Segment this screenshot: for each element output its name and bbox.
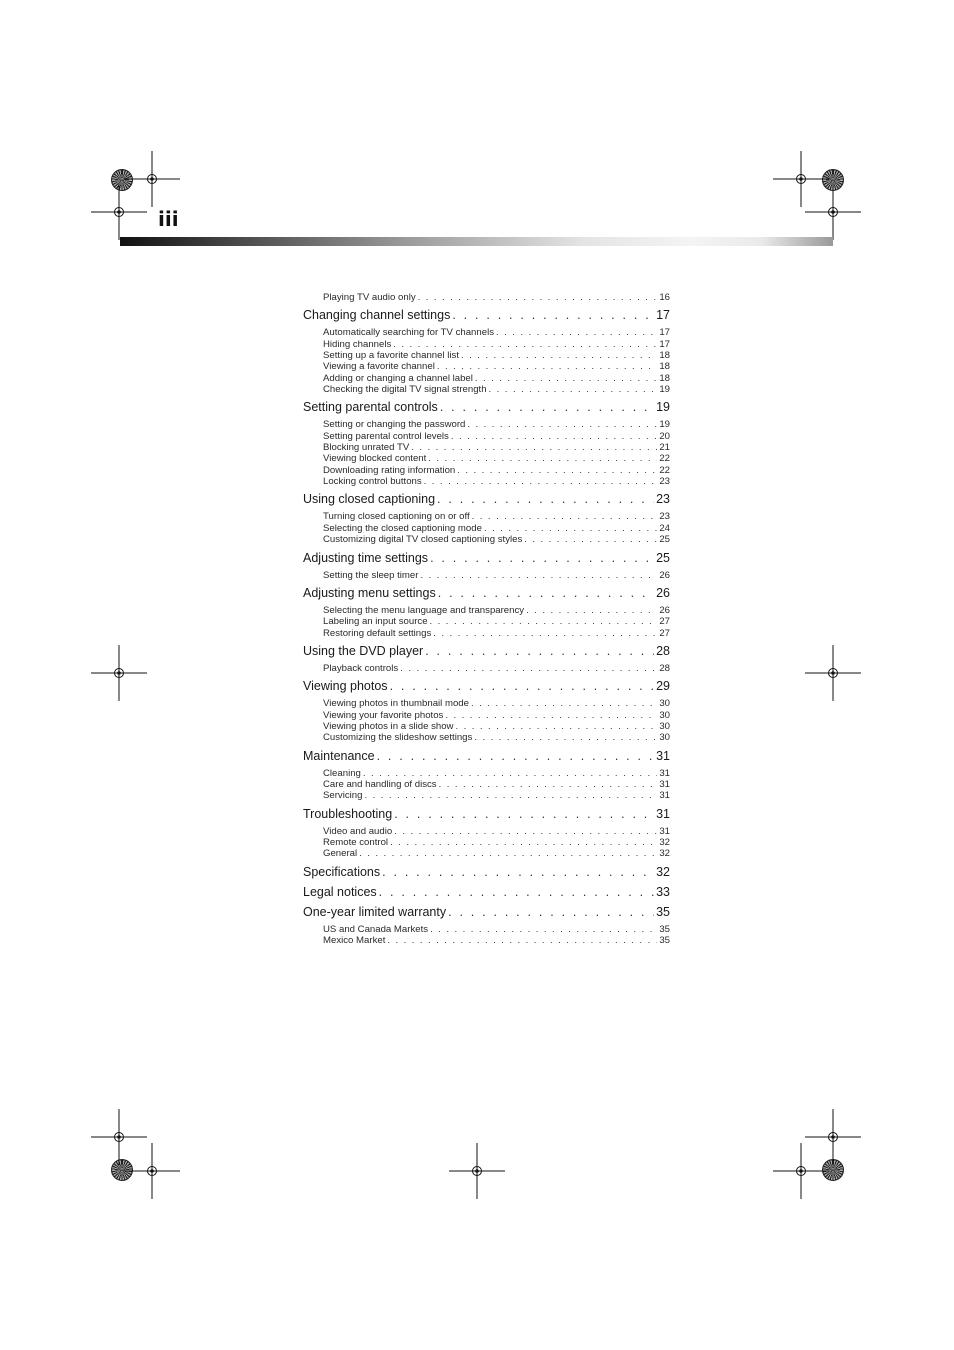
crosshair-icon — [805, 645, 861, 701]
crosshair-icon — [124, 1143, 180, 1199]
toc-subsection-title: Selecting the menu language and transparency — [323, 604, 525, 616]
toc-subsection-title: Setting the sleep timer — [323, 569, 419, 581]
toc-section — [303, 307, 670, 395]
toc-subsection-entry[interactable] — [303, 605, 670, 616]
toc-subsection-title: Care and handling of discs — [323, 778, 437, 790]
toc-subsection-entry[interactable] — [303, 511, 670, 522]
crosshair-icon — [773, 1143, 829, 1199]
toc-section-entry[interactable] — [303, 399, 670, 415]
toc-subsection-entry[interactable] — [303, 790, 670, 801]
toc-subsection-title: Labeling an input source — [323, 616, 428, 628]
toc-subsection-page: 18 — [659, 361, 670, 373]
toc-subsection-title: Customizing digital TV closed captioning styles — [323, 534, 523, 546]
toc-subsection-title: Selecting the closed captioning mode — [323, 522, 482, 534]
toc-subsection-entry[interactable] — [303, 453, 670, 464]
toc-subsection-entry[interactable] — [303, 465, 670, 476]
toc-subsection-page: 17 — [659, 338, 670, 350]
toc-subsection-page: 31 — [659, 825, 670, 837]
dot-leader — [390, 837, 657, 848]
toc-subsection-page: 19 — [659, 419, 670, 431]
toc-section-entry[interactable] — [303, 550, 670, 566]
toc-section — [303, 399, 670, 487]
toc-subsection-page: 20 — [659, 430, 670, 442]
toc-subsection-page: 18 — [659, 372, 670, 384]
dot-leader — [394, 806, 654, 822]
dot-leader — [363, 768, 657, 779]
toc-subsection-entry[interactable] — [303, 924, 670, 935]
crosshair-icon — [91, 184, 147, 240]
toc-subsection-title: General — [323, 848, 358, 860]
dot-leader — [461, 350, 657, 361]
toc-subsection-entry[interactable] — [303, 698, 670, 709]
dot-leader — [400, 663, 657, 674]
toc-section-entry[interactable] — [303, 643, 670, 659]
toc-subsection-page: 18 — [659, 350, 670, 362]
toc-subsection-title: Viewing photos in thumbnail mode — [323, 698, 469, 710]
toc-section-entry[interactable] — [303, 585, 670, 601]
toc-subsection-title: Setting parental control levels — [323, 430, 449, 442]
dot-leader — [359, 848, 657, 859]
toc-section-page: 31 — [656, 748, 670, 763]
toc-subsection-title: Customizing the slideshow settings — [323, 732, 473, 744]
toc-subsection-entry[interactable] — [303, 431, 670, 442]
toc-section — [303, 864, 670, 880]
toc-subsection-title: Adding or changing a channel label — [323, 372, 473, 384]
dot-leader — [430, 550, 654, 566]
toc-section-page: 26 — [656, 585, 670, 600]
toc-section — [303, 806, 670, 860]
crosshair-icon — [91, 645, 147, 701]
dot-leader — [379, 884, 654, 900]
toc-subsection-page: 24 — [659, 522, 670, 534]
dot-leader — [524, 534, 657, 545]
toc-subsection-page: 32 — [659, 848, 670, 860]
toc-subsection-title: Video and audio — [323, 825, 393, 837]
toc-subsection-entry[interactable] — [303, 523, 670, 534]
toc-subsection-entry[interactable] — [303, 826, 670, 837]
toc-subsection-page: 22 — [659, 453, 670, 465]
toc-subsection-entry[interactable] — [303, 570, 670, 581]
toc-subsection-title: Checking the digital TV signal strength — [323, 384, 487, 396]
toc-section-page: 19 — [656, 400, 670, 415]
toc-subsection-entry[interactable] — [303, 442, 670, 453]
toc-subsection-title: Downloading rating information — [323, 464, 456, 476]
toc-section-entry[interactable] — [303, 904, 670, 920]
toc-section — [303, 748, 670, 802]
dot-leader — [472, 511, 658, 522]
dot-leader — [418, 292, 658, 303]
toc-section — [303, 491, 670, 545]
toc-subsection-entry[interactable] — [303, 848, 670, 859]
toc-section-entry[interactable] — [303, 748, 670, 764]
toc-subsection-entry[interactable] — [303, 384, 670, 395]
dot-leader — [390, 678, 655, 694]
crosshair-icon — [449, 1143, 505, 1199]
toc-subsection-title: Setting up a favorite channel list — [323, 350, 459, 362]
toc-section-entry[interactable] — [303, 491, 670, 507]
toc-subsection-entry[interactable] — [303, 616, 670, 627]
dot-leader — [377, 748, 655, 764]
dot-leader — [440, 399, 654, 415]
toc-section — [303, 678, 670, 743]
toc-subsection-entry[interactable] — [303, 350, 670, 361]
toc-section — [303, 585, 670, 639]
toc-section-title: One-year limited warranty — [303, 904, 447, 919]
toc-subsection-page: 31 — [659, 790, 670, 802]
toc-subsection-entry[interactable] — [303, 779, 670, 790]
toc-section — [303, 904, 670, 947]
toc-subsection-title: Viewing your favorite photos — [323, 709, 444, 721]
toc-subsection-title: Playback controls — [323, 662, 399, 674]
toc-subsection-page: 32 — [659, 836, 670, 848]
toc-subsection-title: US and Canada Markets — [323, 923, 429, 935]
toc-subsection-title: Mexico Market — [323, 935, 386, 946]
dot-leader — [433, 628, 657, 639]
dot-leader — [457, 465, 657, 476]
toc-subsection-page: 26 — [659, 569, 670, 581]
toc-subsection-entry[interactable] — [303, 339, 670, 350]
toc-subsection-page: 30 — [659, 709, 670, 721]
toc-section-page: 35 — [656, 904, 670, 919]
toc-subsection-page: 30 — [659, 698, 670, 710]
toc-section-title: Troubleshooting — [303, 806, 393, 821]
toc-subsection-title: Playing TV audio only — [323, 292, 416, 303]
toc-section-page: 29 — [656, 679, 670, 694]
dot-leader — [425, 643, 654, 659]
toc-subsection-page: 23 — [659, 476, 670, 488]
page-number: iii — [158, 207, 179, 231]
toc-section-title: Legal notices — [303, 884, 377, 899]
toc-subsection-entry[interactable] — [303, 419, 670, 430]
toc-section-page: 17 — [656, 308, 670, 323]
dot-leader — [411, 442, 657, 453]
dot-leader — [438, 585, 654, 601]
dot-leader — [437, 491, 654, 507]
dot-leader — [452, 307, 654, 323]
toc-section — [303, 292, 670, 303]
toc-section-entry[interactable] — [303, 864, 670, 880]
toc-subsection-entry[interactable] — [303, 628, 670, 639]
toc-subsection-page: 26 — [659, 604, 670, 616]
toc-section-title: Changing channel settings — [303, 308, 451, 323]
toc-subsection-entry[interactable] — [303, 476, 670, 487]
toc-subsection-title: Locking control buttons — [323, 476, 422, 488]
dot-leader — [474, 732, 657, 743]
dot-leader — [475, 373, 657, 384]
dot-leader — [424, 476, 658, 487]
dot-leader — [448, 904, 654, 920]
toc-subsection-entry[interactable] — [303, 534, 670, 545]
toc-section-title: Using the DVD player — [303, 643, 424, 658]
toc-section-title: Using closed captioning — [303, 492, 436, 507]
toc-subsection-entry[interactable] — [303, 935, 670, 946]
dot-leader — [428, 453, 657, 464]
toc-section-page: 25 — [656, 550, 670, 565]
toc-subsection-entry[interactable] — [303, 361, 670, 372]
toc-subsection-page: 16 — [659, 292, 670, 303]
toc-section-title: Maintenance — [303, 748, 375, 763]
toc-subsection-title: Setting or changing the password — [323, 419, 466, 431]
toc-subsection-entry[interactable] — [303, 663, 670, 674]
toc-section — [303, 550, 670, 581]
table-of-contents — [303, 292, 670, 946]
dot-leader — [496, 327, 657, 338]
toc-subsection-entry[interactable] — [303, 292, 670, 303]
toc-subsection-title: Servicing — [323, 790, 363, 802]
toc-subsection-title: Automatically searching for TV channels — [323, 327, 494, 339]
toc-subsection-title: Cleaning — [323, 767, 361, 779]
toc-subsection-page: 30 — [659, 720, 670, 732]
toc-subsection-page: 23 — [659, 511, 670, 523]
header-rule — [120, 237, 833, 246]
toc-section — [303, 643, 670, 674]
toc-section-title: Adjusting time settings — [303, 550, 429, 565]
toc-subsection-entry[interactable] — [303, 732, 670, 743]
toc-subsection-page: 28 — [659, 662, 670, 674]
toc-subsection-page: 27 — [659, 627, 670, 639]
toc-subsection-page: 25 — [659, 534, 670, 546]
toc-section-page: 31 — [656, 806, 670, 821]
toc-subsection-title: Viewing photos in a slide show — [323, 720, 454, 732]
toc-subsection-entry[interactable] — [303, 768, 670, 779]
toc-subsection-entry[interactable] — [303, 710, 670, 721]
toc-subsection-entry[interactable] — [303, 327, 670, 338]
toc-section-page: 33 — [656, 884, 670, 899]
toc-subsection-entry[interactable] — [303, 373, 670, 384]
toc-subsection-title: Turning closed captioning on or off — [323, 511, 470, 523]
toc-subsection-title: Viewing a favorite channel — [323, 361, 435, 373]
dot-leader — [364, 790, 657, 801]
dot-leader — [451, 431, 657, 442]
toc-section-page: 23 — [656, 492, 670, 507]
toc-section-entry[interactable] — [303, 884, 670, 900]
toc-subsection-page: 17 — [659, 327, 670, 339]
dot-leader — [456, 721, 658, 732]
dot-leader — [489, 384, 658, 395]
toc-section-entry[interactable] — [303, 678, 670, 694]
dot-leader — [437, 361, 658, 372]
dot-leader — [439, 779, 658, 790]
toc-subsection-page: 19 — [659, 384, 670, 396]
toc-subsection-page: 31 — [659, 778, 670, 790]
toc-section-page: 32 — [656, 864, 670, 879]
toc-subsection-page: 21 — [659, 442, 670, 454]
toc-subsection-entry[interactable] — [303, 721, 670, 732]
toc-subsection-title: Blocking unrated TV — [323, 442, 410, 454]
dot-leader — [393, 339, 657, 350]
toc-section-entry[interactable] — [303, 307, 670, 323]
toc-section-title: Specifications — [303, 864, 381, 879]
toc-subsection-page: 31 — [659, 767, 670, 779]
toc-subsection-page: 27 — [659, 616, 670, 628]
toc-section-title: Adjusting menu settings — [303, 585, 436, 600]
toc-section-page: 28 — [656, 643, 670, 658]
dot-leader — [394, 826, 657, 837]
toc-section-title: Setting parental controls — [303, 400, 438, 415]
toc-subsection-title: Restoring default settings — [323, 627, 432, 639]
dot-leader — [467, 419, 657, 430]
toc-subsection-page: 22 — [659, 464, 670, 476]
toc-subsection-page: 35 — [659, 935, 670, 946]
toc-subsection-page: 30 — [659, 732, 670, 744]
toc-section-title: Viewing photos — [303, 679, 388, 694]
dot-leader — [526, 605, 657, 616]
toc-subsection-entry[interactable] — [303, 837, 670, 848]
dot-leader — [430, 924, 657, 935]
dot-leader — [484, 523, 657, 534]
dot-leader — [471, 698, 657, 709]
toc-subsection-page: 35 — [659, 923, 670, 935]
toc-section — [303, 884, 670, 900]
toc-section-entry[interactable] — [303, 806, 670, 822]
toc-subsection-title: Remote control — [323, 836, 389, 848]
dot-leader — [420, 570, 657, 581]
toc-subsection-title: Hiding channels — [323, 338, 392, 350]
dot-leader — [382, 864, 654, 880]
toc-subsection-title: Viewing blocked content — [323, 453, 427, 465]
dot-leader — [445, 710, 657, 721]
dot-leader — [430, 616, 658, 627]
crosshair-icon — [805, 184, 861, 240]
dot-leader — [387, 935, 657, 946]
